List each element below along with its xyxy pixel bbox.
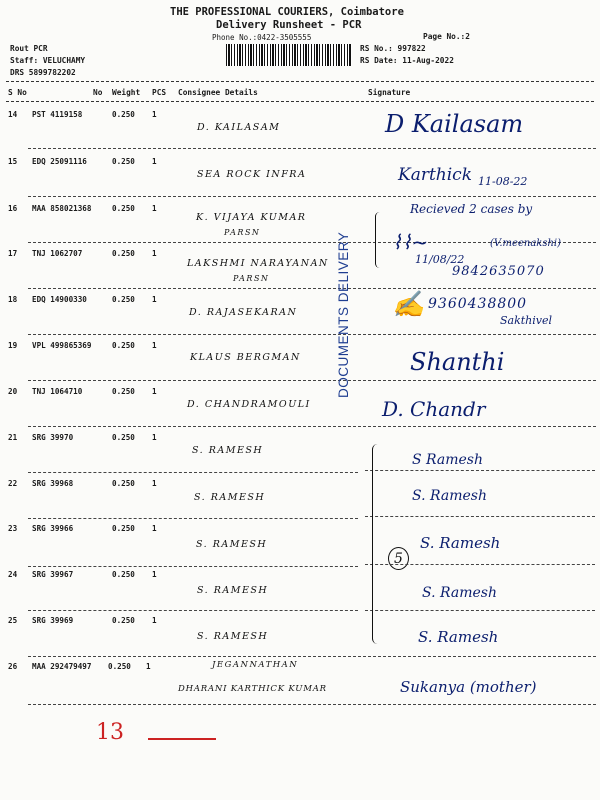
row-weight: 0.250 bbox=[112, 110, 135, 119]
row-signature: Recieved 2 cases by bbox=[410, 202, 533, 216]
row-pcs: 1 bbox=[146, 662, 151, 671]
route-label: Rout PCR bbox=[10, 44, 48, 53]
row-consignee: S. RAMESH bbox=[196, 539, 268, 550]
row-pcs: 1 bbox=[152, 341, 157, 350]
row-awb: VPL 499865369 bbox=[32, 341, 92, 350]
row-signature: Shanthi bbox=[410, 348, 505, 376]
circled-count bbox=[388, 547, 409, 570]
row-pcs: 1 bbox=[152, 387, 157, 396]
row-consignee: S. RAMESH bbox=[192, 445, 264, 456]
row-awb: PST 4119158 bbox=[32, 110, 83, 119]
row-weight: 0.250 bbox=[112, 570, 135, 579]
row-awb: TNJ 1064710 bbox=[32, 387, 83, 396]
row-pcs: 1 bbox=[152, 295, 157, 304]
row-pcs: 1 bbox=[152, 570, 157, 579]
row-pcs: 1 bbox=[152, 157, 157, 166]
row-consignee: D. KAILASAM bbox=[197, 122, 281, 133]
row-consignee: D. RAJASEKARAN bbox=[189, 307, 298, 318]
row-consignee: JEGANNATHAN bbox=[212, 660, 299, 670]
row-awb: TNJ 1062707 bbox=[32, 249, 83, 258]
row-consignee: SEA ROCK INFRA bbox=[197, 169, 307, 180]
col-weight: Weight bbox=[112, 88, 141, 97]
row-sno: 24 bbox=[8, 570, 18, 579]
row-weight: 0.250 bbox=[112, 479, 135, 488]
handwritten-phone: 9842635070 bbox=[452, 264, 545, 279]
row-sno: 21 bbox=[8, 433, 18, 442]
row-weight: 0.250 bbox=[112, 157, 135, 166]
row-signature: (V.meenakshi) bbox=[490, 238, 562, 249]
row-sno: 25 bbox=[8, 616, 18, 625]
row-awb: SRG 39969 bbox=[32, 616, 74, 625]
row-sno: 15 bbox=[8, 157, 18, 166]
row-consignee-line2: DHARANI KARTHICK KUMAR bbox=[178, 684, 327, 694]
row-awb: SRG 39968 bbox=[32, 479, 74, 488]
page-number: Page No.:2 bbox=[423, 32, 470, 41]
row-signature: Sakthivel bbox=[500, 314, 553, 327]
row-sno: 14 bbox=[8, 110, 18, 119]
rs-date: RS Date: 11-Aug-2022 bbox=[360, 56, 454, 65]
row-signature: D Kailasam bbox=[385, 110, 524, 138]
row-signature: S. Ramesh bbox=[412, 488, 487, 504]
row-weight: 0.250 bbox=[112, 249, 135, 258]
row-awb: EDQ 25091116 bbox=[32, 157, 87, 166]
row-signature: Sukanya (mother) bbox=[400, 678, 537, 696]
row-weight: 0.250 bbox=[112, 433, 135, 442]
row-weight: 0.250 bbox=[112, 524, 135, 533]
row-pcs: 1 bbox=[152, 249, 157, 258]
col-signature: Signature bbox=[368, 88, 411, 97]
row-consignee: KLAUS BERGMAN bbox=[190, 352, 301, 363]
row-awb: SRG 39967 bbox=[32, 570, 74, 579]
row-sno: 26 bbox=[8, 662, 18, 671]
row-pcs: 1 bbox=[152, 110, 157, 119]
row-consignee: K. VIJAYA KUMAR bbox=[196, 212, 307, 223]
row-signature: Karthick bbox=[398, 165, 473, 185]
row-signature: S. Ramesh bbox=[422, 585, 497, 601]
row-signature: D. Chandr bbox=[382, 397, 486, 421]
row-pcs: 1 bbox=[152, 433, 157, 442]
row-consignee: D. CHANDRAMOULI bbox=[187, 399, 311, 410]
staff-label: Staff: VELUCHAMY bbox=[10, 56, 86, 65]
row-signature: S. Ramesh bbox=[420, 534, 501, 552]
row-consignee: LAKSHMI NARAYANAN bbox=[187, 258, 329, 269]
circled-count-value: 5 bbox=[394, 551, 403, 567]
row-consignee-line2: PARSN bbox=[233, 274, 270, 283]
col-sno: S No bbox=[8, 88, 27, 97]
col-awb: No bbox=[93, 88, 103, 97]
group-bracket bbox=[372, 444, 383, 644]
row-weight: 0.250 bbox=[112, 295, 135, 304]
barcode bbox=[226, 44, 352, 66]
row-sno: 20 bbox=[8, 387, 18, 396]
drs-label: DRS 5899782202 bbox=[10, 68, 76, 77]
handwritten-date: 11-08-22 bbox=[478, 175, 528, 188]
row-consignee: S. RAMESH bbox=[194, 492, 266, 503]
documents-delivery-stamp: DOCUMENTS DELIVERY bbox=[336, 231, 351, 398]
scribble-signature: ✍ bbox=[392, 290, 425, 320]
row-weight: 0.250 bbox=[112, 341, 135, 350]
row-consignee: S. RAMESH bbox=[197, 631, 269, 642]
row-sno: 18 bbox=[8, 295, 18, 304]
row-sno: 16 bbox=[8, 204, 18, 213]
total-underline bbox=[148, 738, 216, 740]
row-sno: 22 bbox=[8, 479, 18, 488]
row-consignee-line2: PARSN bbox=[224, 228, 261, 237]
row-weight: 0.250 bbox=[112, 616, 135, 625]
rs-number: RS No.: 997822 bbox=[360, 44, 426, 53]
col-consignee: Consignee Details bbox=[178, 88, 258, 97]
row-pcs: 1 bbox=[152, 616, 157, 625]
row-weight: 0.250 bbox=[112, 387, 135, 396]
company-title: THE PROFESSIONAL COURIERS, Coimbatore bbox=[170, 6, 404, 18]
row-signature: S. Ramesh bbox=[418, 628, 499, 646]
row-sno: 23 bbox=[8, 524, 18, 533]
row-awb: SRG 39970 bbox=[32, 433, 74, 442]
row-weight: 0.250 bbox=[108, 662, 131, 671]
row-sno: 19 bbox=[8, 341, 18, 350]
row-consignee: S. RAMESH bbox=[197, 585, 269, 596]
group-bracket bbox=[375, 212, 384, 268]
row-pcs: 1 bbox=[152, 204, 157, 213]
row-awb: MAA 292479497 bbox=[32, 662, 92, 671]
runsheet-subtitle: Delivery Runsheet - PCR bbox=[216, 19, 362, 31]
row-pcs: 1 bbox=[152, 479, 157, 488]
row-sno: 17 bbox=[8, 249, 18, 258]
row-weight: 0.250 bbox=[112, 204, 135, 213]
col-pcs: PCS bbox=[152, 88, 167, 97]
handwritten-date: 11/08/22 bbox=[415, 253, 465, 266]
phone-number: Phone No.:0422-3505555 bbox=[212, 33, 312, 42]
row-pcs: 1 bbox=[152, 524, 157, 533]
row-awb: EDQ 14900330 bbox=[32, 295, 87, 304]
total-count: 13 bbox=[96, 720, 124, 745]
scribble-signature: ⌇⌇~ bbox=[392, 230, 429, 254]
handwritten-phone: 9360438800 bbox=[428, 296, 528, 312]
row-signature: S Ramesh bbox=[412, 452, 484, 468]
row-awb: MAA 858021368 bbox=[32, 204, 92, 213]
row-awb: SRG 39966 bbox=[32, 524, 74, 533]
